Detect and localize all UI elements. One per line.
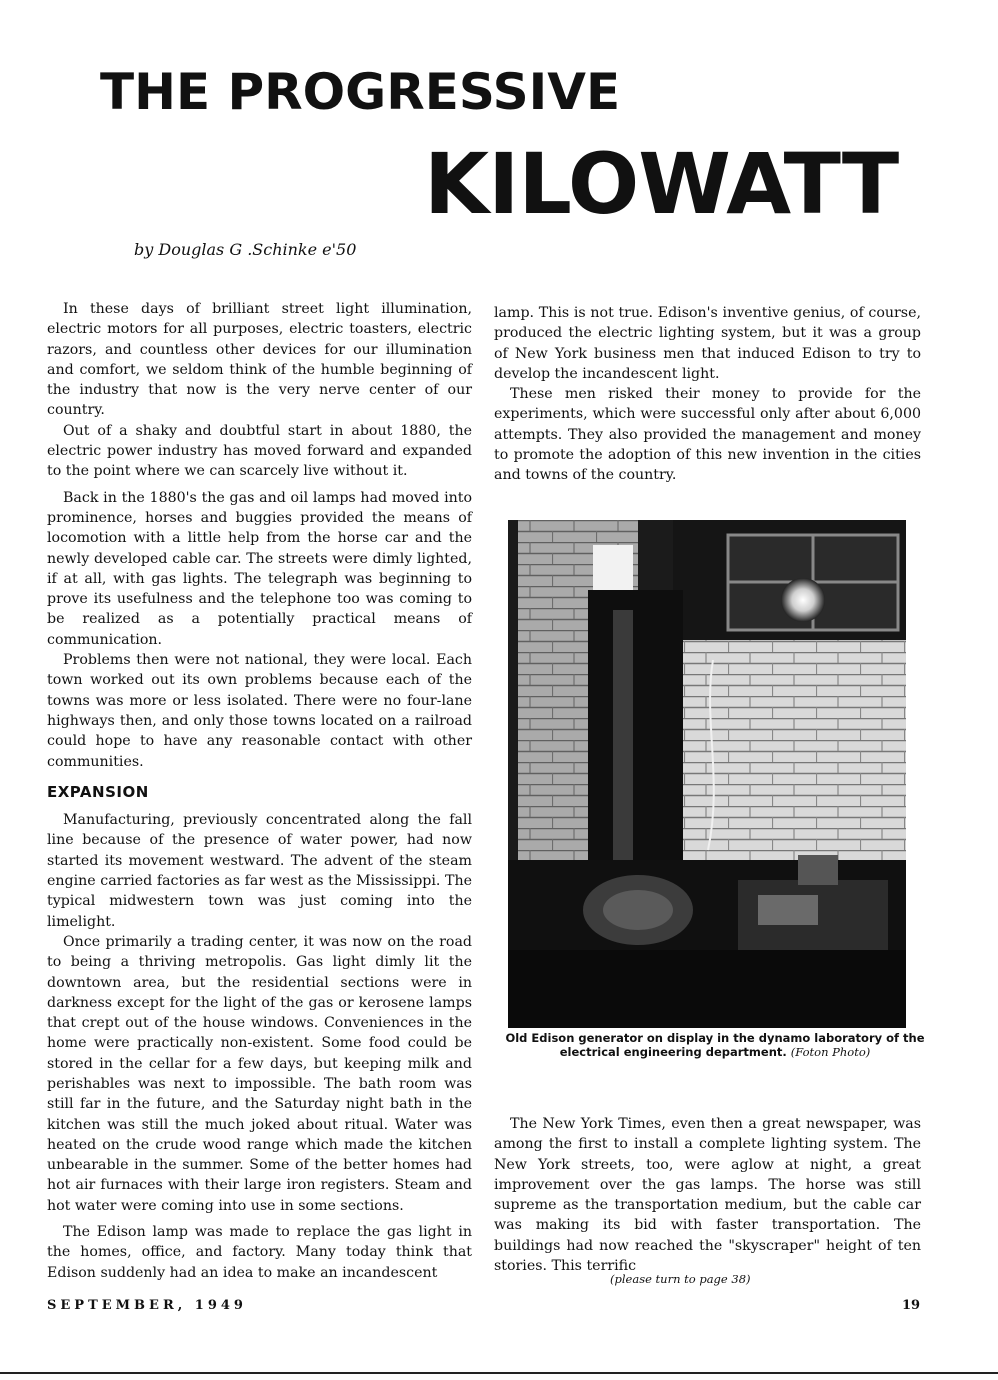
paragraph: Manufacturing, previously concentrated along the fall line because of the presence of water power, had now started its movement westward. The advent of the steam engine carried factories as far west as the Mississippi. The typical midwestern town was just coming into the limelight. xyxy=(47,812,472,930)
continuation-note: (please turn to page 38) xyxy=(610,1272,751,1286)
section-heading: EXPANSION xyxy=(47,782,149,801)
paragraph: In these days of brilliant street light illumination, electric motors for all purposes, electric toasters, electric razors, and countless other devices for our illumination and comfort, we seldom think of the humble beginning of the industry that now is the very nerve center of our country. xyxy=(47,301,472,419)
generator-photo-illustration xyxy=(508,520,906,1028)
paragraph: Back in the 1880's the gas and oil lamps had moved into prominence, horses and buggies provided the means of locomotion with a little help from the horse car and the newly developed cable car. The streets were dimly lighted, if at all, with gas lights. The telegraph was beginning to prove its usefulness and the telephone too was coming to be realized as a potentially practical means of communication. xyxy=(47,489,472,648)
bottom-rule xyxy=(0,1372,998,1374)
generator-photo xyxy=(508,520,906,1028)
paragraph: lamp. This is not true. Edison's inventive genius, of course, produced the electric lighting system, but it was a group of New York business men that induced Edison to try to develop the incandescent light. xyxy=(494,305,921,382)
page-number: 19 xyxy=(902,1298,921,1313)
paragraph: Problems then were not national, they were local. Each town worked out its own problems because each of the towns was more or less isolated. There were no four-lane highways then, and only those towns located on a railroad could hope to have any reasonable contact with other communities. xyxy=(47,652,472,770)
paragraph: These men risked their money to provide for the experiments, which were successful only after about 6,000 attempts. They also provided the management and money to promote the adoption of this new invention in the cities and towns of the country. xyxy=(494,386,921,484)
photo-caption xyxy=(500,1031,930,1059)
title-line-2: KILOWATT xyxy=(424,135,899,233)
caption-text: Old Edison generator on display in the dynamo laboratory of the electrical engineering department. xyxy=(505,1031,925,1059)
issue-date: SEPTEMBER, 1949 xyxy=(47,1298,247,1313)
paragraph: Once primarily a trading center, it was now on the road to being a thriving metropolis. Gas light dimly lit the downtown area, but the residential sections were in darkness except for the light of the gas or kerosene lamps that crept out of the house windows. Conveniences in the home were practically non-existent. Some food could be stored in the cellar for a few days, but keeping milk and perishables was next to impossible. The bath room was still far in the future, and the Saturday night bath in the kitchen was still the much joked about ritual. Water was heated on the crude wood range which made the kitchen unbearable in the summer. Some of the better homes had hot air furnaces with their large iron registers. Steam and hot water were coming into use in some sections. xyxy=(47,933,472,1214)
right-column-top xyxy=(494,303,921,486)
byline: by Douglas G .Schinke e'50 xyxy=(134,240,357,259)
right-column-bottom xyxy=(494,1114,921,1276)
left-column xyxy=(47,299,472,1283)
title-line-1: THE PROGRESSIVE xyxy=(100,63,621,121)
paragraph: Out of a shaky and doubtful start in about 1880, the electric power industry has moved forward and expanded to the point where we can scarcely live without it. xyxy=(47,422,472,480)
photo-credit: (Foton Photo) xyxy=(790,1045,871,1059)
paragraph: The Edison lamp was made to replace the gas light in the homes, office, and factory. Many today think that Edison suddenly had an idea to make an incandescent xyxy=(47,1224,472,1281)
paragraph: The New York Times, even then a great newspaper, was among the first to install a complete lighting system. The New York streets, too, were aglow at night, a great improvement over the gas lamps. The horse was still supreme as the transportation medium, but the cable car was making its bid with faster transportation. The buildings had now reached the "skyscraper" height of ten stories. This terrific xyxy=(494,1116,921,1275)
